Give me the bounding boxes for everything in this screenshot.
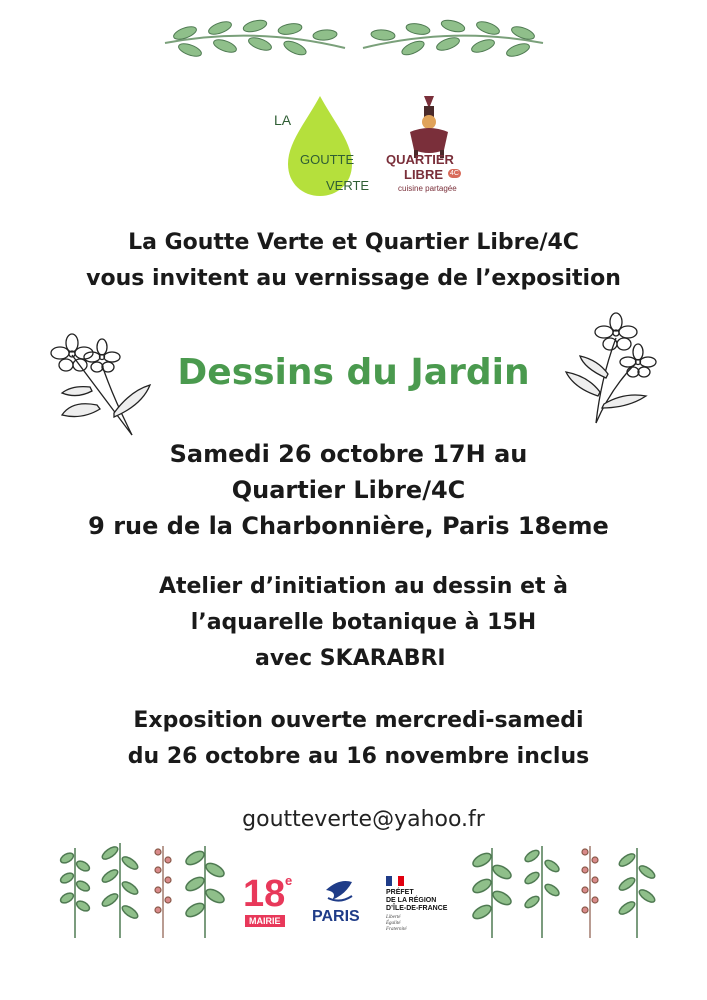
logo-text-quartier: QUARTIER	[386, 152, 454, 167]
event-line-1: Samedi 26 octobre 17H au	[169, 440, 528, 468]
paris-logo	[306, 872, 372, 932]
leaf-garland-left-icon	[160, 18, 350, 63]
logo-text-verte: VERTE	[326, 178, 370, 193]
logo-badge-4c: 4C	[450, 170, 459, 177]
workshop-line-3: avec SKARABRI	[255, 646, 446, 671]
plants-right-icon	[472, 838, 662, 938]
goutte-verte-logo	[268, 90, 368, 200]
paris-label: PARIS	[312, 908, 360, 925]
logo-text-libre: LIBRE	[404, 167, 443, 182]
contact-email[interactable]: goutteverte@yahoo.fr	[242, 807, 485, 832]
intro-line-1: La Goutte Verte et Quartier Libre/4C	[128, 230, 579, 255]
prefet-motto-2: Égalité	[386, 921, 401, 926]
prefet-line-3: D’ÎLE-DE-FRANCE	[386, 905, 448, 912]
leaf-garland-right-icon	[358, 18, 548, 63]
prefet-logo	[386, 876, 466, 932]
mairie-sup: e	[285, 873, 293, 888]
logo-tagline: cuisine partagée	[398, 184, 457, 193]
prefet-motto-1: Liberté	[386, 915, 401, 920]
intro-line-2: vous invitent au vernissage de l’exposition	[86, 266, 621, 291]
logo-text-goutte: GOUTTE	[300, 152, 355, 167]
mairie-18-logo	[243, 875, 293, 930]
event-line-2: Quartier Libre/4C	[231, 476, 466, 504]
exhibition-line-1: Exposition ouverte mercredi-samedi	[133, 708, 584, 733]
prefet-line-1: PRÉFET	[386, 889, 414, 896]
quartier-libre-logo	[384, 92, 474, 202]
workshop-line-2: l’aquarelle botanique à 15H	[190, 610, 537, 635]
mairie-number: 18	[243, 873, 286, 915]
prefet-motto-3: Fraternité	[386, 927, 407, 932]
page-title: Dessins du Jardin	[177, 352, 530, 393]
event-line-3: 9 rue de la Charbonnière, Paris 18eme	[88, 512, 609, 540]
paris-ship-icon	[322, 872, 356, 906]
workshop-line-1: Atelier d’initiation au dessin et à	[158, 574, 569, 599]
exhibition-line-2: du 26 octobre au 16 novembre inclus	[127, 744, 590, 769]
logo-text-la: LA	[274, 112, 292, 128]
prefet-line-2: DE LA RÉGION	[386, 897, 437, 904]
mairie-label: MAIRIE	[245, 915, 285, 927]
french-flag-icon	[386, 876, 404, 886]
plants-left-icon	[55, 838, 235, 938]
